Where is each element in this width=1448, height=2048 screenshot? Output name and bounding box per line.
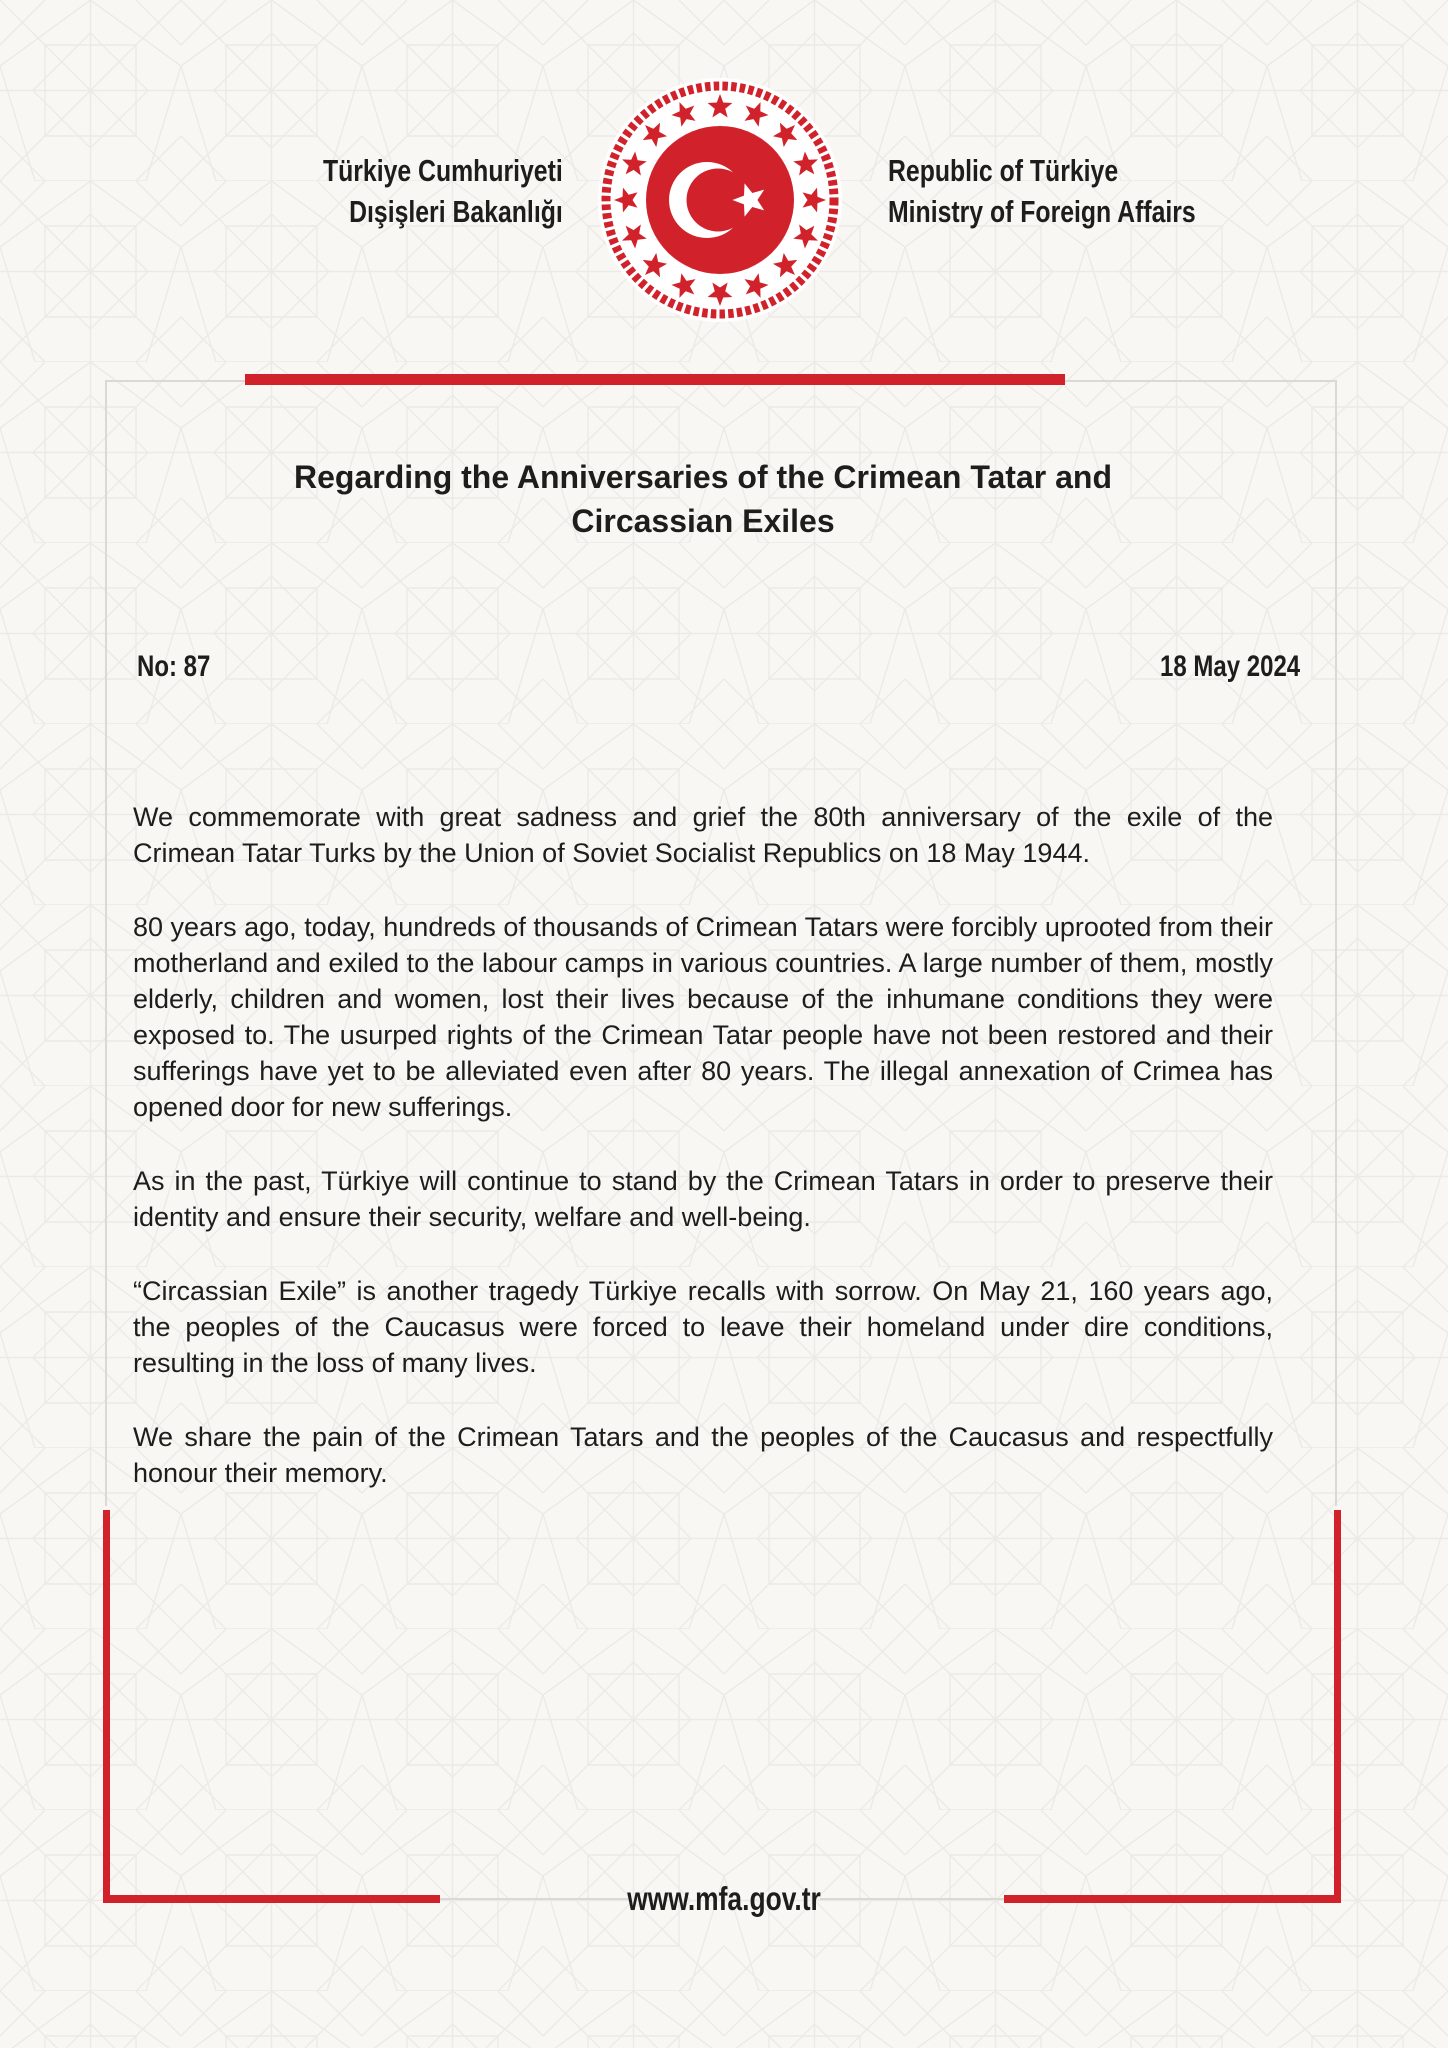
paragraph-4: “Circassian Exile” is another tragedy Türkiye recalls with sorrow. On May 21, 160 years ago, the peoples of the Caucasus were forced to leave their homeland under dire conditions, resulting in the loss of many lives. (133, 1276, 1273, 1378)
org-name-turkish-line1: Türkiye Cumhuriyeti (323, 153, 563, 188)
footer-website: www.mfa.gov.tr (627, 1880, 821, 1917)
org-name-turkish-line2: Dışişleri Bakanlığı (349, 194, 563, 229)
frame-right-red-bracket (1334, 1510, 1341, 1902)
org-name-turkish (263, 150, 563, 232)
frame-right-rule (1335, 380, 1337, 1506)
frame-bottom-red-left (103, 1895, 440, 1903)
paragraph-5: We share the pain of the Crimean Tatars and the peoples of the Caucasus and respectfully honour their memory. (133, 1422, 1273, 1488)
mfa-emblem-icon (595, 75, 845, 325)
org-name-english-line1: Republic of Türkiye (888, 153, 1119, 188)
org-name-english-line2: Ministry of Foreign Affairs (888, 194, 1196, 229)
document-body (133, 799, 1273, 1529)
org-name-english (888, 150, 1273, 232)
document-title-line2: Circassian Exiles (571, 503, 835, 539)
header-red-bar (245, 374, 1065, 385)
paragraph-2: 80 years ago, today, hundreds of thousands of Crimean Tatars were forcibly uprooted from their motherland and exiled to the labour camps in various countries. A large number of them, mostly elderly, children and women, lost their lives because of the inhumane conditions they were exposed to. The usurped rights of the Crimean Tatar people have not been restored and their sufferings have yet to be alleviated even after 80 years. The illegal annexation of Crimea has opened door for new sufferings. (133, 912, 1273, 1122)
frame-left-red-bracket (103, 1510, 110, 1902)
frame-bottom-red-right (1004, 1895, 1341, 1903)
release-number: No: 87 (137, 650, 211, 683)
frame-left-rule (105, 380, 107, 1506)
paragraph-3: As in the past, Türkiye will continue to stand by the Crimean Tatars in order to preserve their identity and ensure their security, welfare and well-being. (133, 1166, 1273, 1232)
release-date: 18 May 2024 (1159, 650, 1300, 683)
paragraph-1: We commemorate with great sadness and grief the 80th anniversary of the exile of the Crimean Tatar Turks by the Union of Soviet Socialist Republics on 18 May 1944. (133, 802, 1273, 868)
document-title-line1: Regarding the Anniversaries of the Crimean Tatar and (294, 459, 1112, 495)
document-title (133, 455, 1273, 543)
